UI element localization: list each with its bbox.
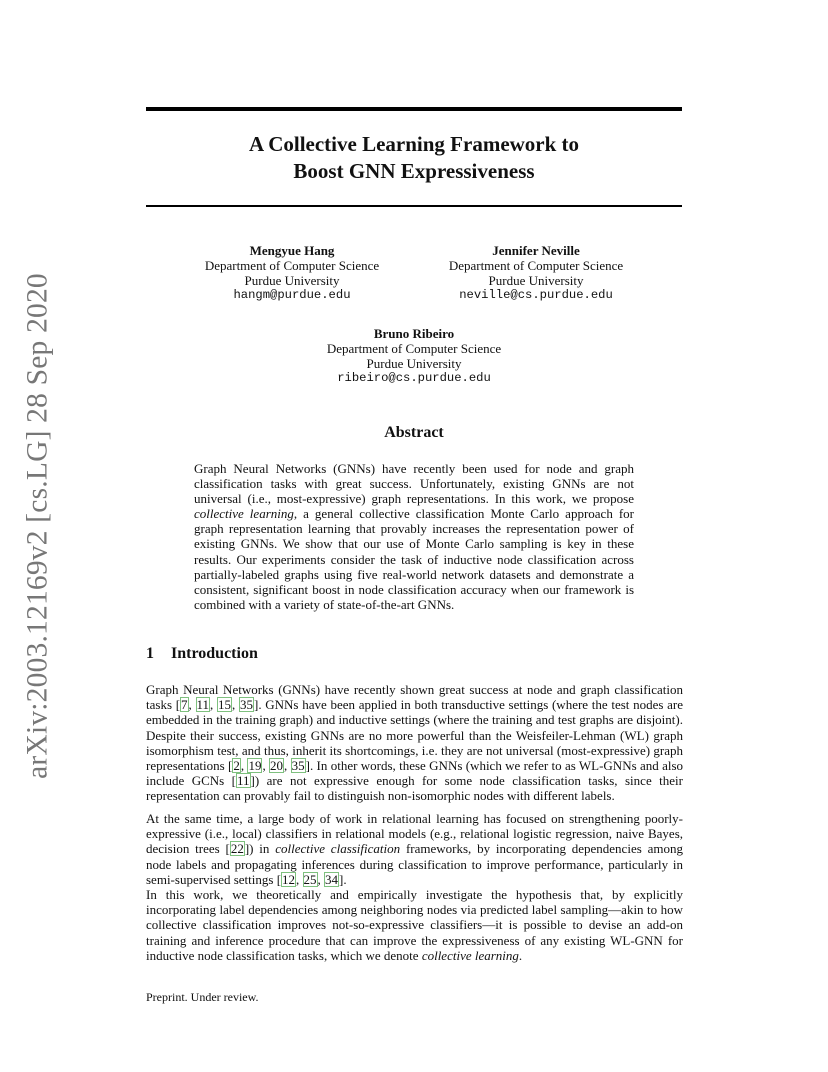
author-block-3: [304, 326, 524, 386]
author-univ: Purdue University: [366, 356, 462, 371]
paragraph-3: [146, 887, 683, 963]
citation-link[interactable]: 19: [248, 758, 262, 774]
citation-link[interactable]: 20: [270, 758, 284, 774]
citation-link[interactable]: 15: [218, 697, 232, 713]
section-number: 1: [146, 645, 154, 662]
citation-link[interactable]: 11: [196, 697, 210, 713]
author-name: Jennifer Neville: [492, 243, 580, 258]
text-run: , a general collective classification Monte Carlo approach for graph representation learning that provably increases the representation power of existing GNNs. We show that our use of Monte Carlo sampling is key in these results. Our experiments consider the task of inductive node classification across partially-labeled graphs using five real-world network datasets and demonstrate a consistent, significant boost in node classification accuracy when our framework is combined with a variety of state-of-the-art GNNs.: [194, 506, 634, 612]
abstract-text: [194, 461, 634, 612]
text-run: ].: [339, 871, 347, 887]
text-run: ]) are not expressive enough for some node classification tasks, since their representation can provably fail to distinguish non-isomorphic nodes with different labels.: [146, 773, 683, 804]
citation-link[interactable]: 25: [303, 871, 317, 887]
title-bottom-rule: [146, 205, 682, 207]
paragraph-2: At the same time, a large body of work in relational learning has focused on strengthening poorly-expressive (i.e., local) classifiers in relational models (e.g., relational logistic regression, naive Bayes, decision trees [22]) in collective classification frameworks, by incorporating dependencies among node labels and propagating inferences during classification to improve performance, particularly in semi-supervised settings [12, 25, 34].: [146, 811, 683, 887]
text-run: Graph Neural Networks (GNNs) have recently shown great success at node and graph classification tasks [: [146, 682, 683, 713]
paragraph-1: Graph Neural Networks (GNNs) have recently shown great success at node and graph classification tasks [7, 11, 15, 35]. GNNs have been applied in both transductive settings (where the test nodes are embedded in the training graph) and inductive settings (where the training and test graphs are disjoint). Despite their success, existing GNNs are no more powerful than the Weisfeiler-Lehman (WL) graph isomorphism test, and thus, inherit its shortcomings, i.e. they are not universal (most-expressive) graph representations [2, 19, 20, 35]. In other words, these GNNs (which we refer to as WL-GNNs and also include GCNs [11]) are not expressive enough for some node classification tasks, since their representation can provably fail to distinguish non-isomorphic nodes with different labels.: [146, 682, 684, 804]
author-email[interactable]: ribeiro@cs.purdue.edu: [337, 371, 491, 385]
citation-link[interactable]: 11: [237, 773, 250, 789]
text-run: frameworks, by incorporating dependencies among node labels and propagating inferences during classification to improve performance, particularly in semi-supervised settings [: [146, 841, 683, 887]
author-univ: Purdue University: [488, 273, 584, 288]
citation-link[interactable]: 22: [230, 841, 244, 857]
citation-link[interactable]: 35: [239, 697, 253, 713]
section-title: Introduction: [171, 645, 258, 662]
author-email[interactable]: hangm@purdue.edu: [233, 288, 351, 302]
paper-title: [146, 131, 682, 185]
text-run: ]) in: [244, 841, 276, 857]
author-name: Mengyue Hang: [249, 243, 335, 258]
title-top-rule: [146, 107, 682, 111]
abstract-heading: Abstract: [384, 424, 444, 441]
author-dept: Department of Computer Science: [326, 341, 502, 356]
arxiv-stamp-text: arXiv:2003.12169v2 [cs.LG] 28 Sep 2020: [21, 273, 54, 779]
citation-link[interactable]: 12: [282, 871, 296, 887]
citation-link[interactable]: 2: [233, 758, 240, 774]
text-run: Graph Neural Networks (GNNs) have recently been used for node and graph classification tasks with great success. Unfortunately, existing GNNs are not universal (i.e., most-expressive) graph representations. In this work, we propose: [194, 461, 634, 507]
author-univ: Purdue University: [244, 273, 340, 288]
title-line-1: A Collective Learning Framework to: [248, 132, 580, 156]
author-block-1: [192, 243, 392, 303]
text-run: In this work, we theoretically and empirically investigate the hypothesis that, by explicitly incorporating label dependencies among neighboring nodes via predicted label sampling—akin to how collective classification improves not-so-expressive classifiers—it is possible to devise an add-on training and inference procedure that can improve the expressiveness of any existing WL-GNN for inductive node classification tasks, which we denote: [146, 887, 683, 963]
text-run: At the same time, a large body of work in relational learning has focused on strengthening poorly-expressive (i.e., local) classifiers in relational models (e.g., relational logistic regression, naive Bayes, decision trees [: [146, 811, 683, 857]
author-email[interactable]: neville@cs.purdue.edu: [459, 288, 613, 302]
emphasis: collective learning: [194, 506, 294, 522]
title-line-2: Boost GNN Expressiveness: [293, 159, 535, 183]
author-block-2: [426, 243, 646, 303]
text-run: ]. GNNs have been applied in both transductive settings (where the test nodes are embedded in the training graph) and inductive settings (where the training and test graphs are disjoint). Despite their success, existing GNNs are no more powerful than the Weisfeiler-Lehman (WL) graph isomorphism test, and thus, inherit its shortcomings, i.e. they are not universal (most-expressive) graph representations [: [146, 697, 684, 774]
citation-link[interactable]: 34: [325, 871, 339, 887]
author-name: Bruno Ribeiro: [373, 326, 455, 341]
emphasis: collective classification: [275, 841, 401, 857]
text-run: .: [518, 947, 523, 963]
footer-note: Preprint. Under review.: [146, 990, 259, 1004]
emphasis: collective learning: [421, 947, 519, 963]
citation-link[interactable]: 35: [291, 758, 305, 774]
author-dept: Department of Computer Science: [448, 258, 624, 273]
citation-link[interactable]: 7: [181, 697, 188, 713]
text-run: ]. In other words, these GNNs (which we refer to as WL-GNNs and also include GCNs [: [146, 758, 684, 789]
section-heading: [146, 645, 258, 663]
author-dept: Department of Computer Science: [204, 258, 380, 273]
